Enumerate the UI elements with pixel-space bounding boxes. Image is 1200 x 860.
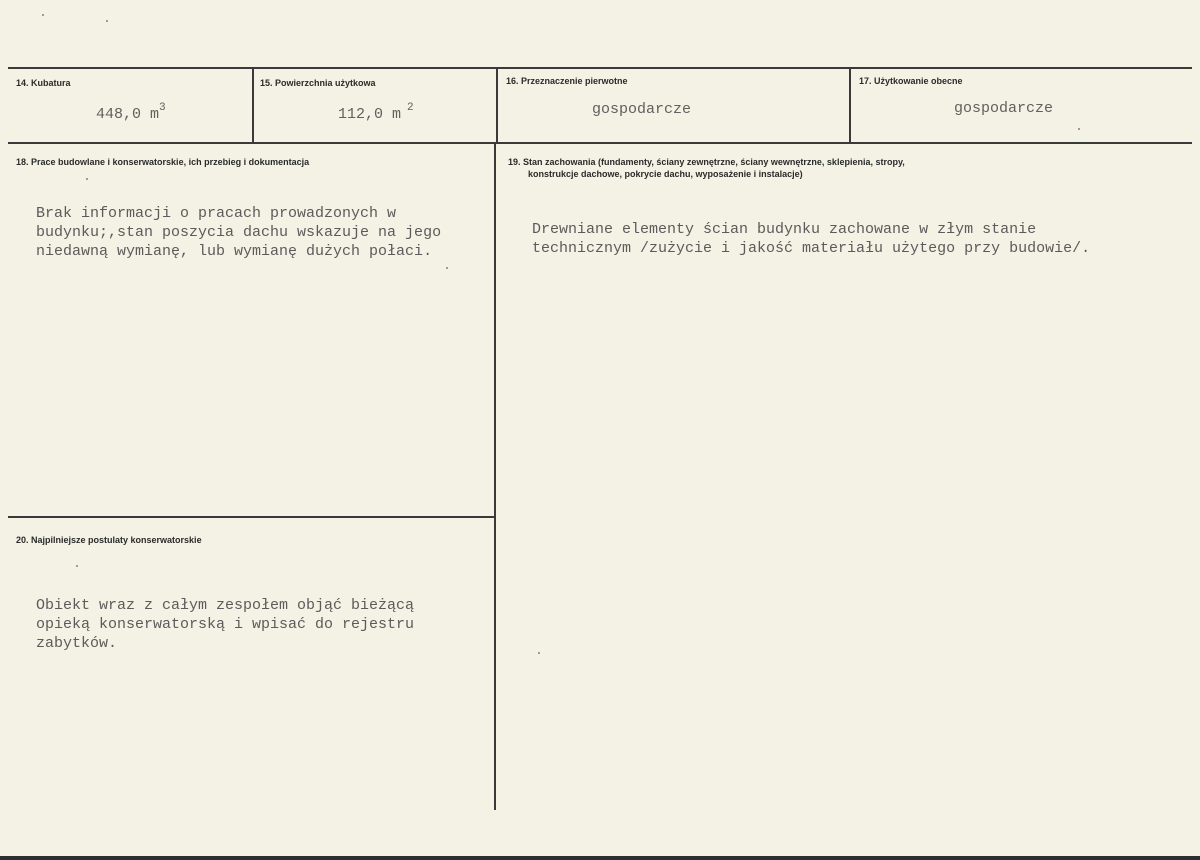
paper-speck [106, 20, 108, 22]
field-19-label-line-1: 19. Stan zachowania (fundamenty, ściany zewnętrzne, ściany wewnętrzne, sklepienia, stropy, [508, 157, 905, 167]
field-15-label: 15. Powierzchnia użytkowa [260, 78, 376, 88]
field-18-label: 18. Prace budowlane i konserwatorskie, ich przebieg i dokumentacja [16, 157, 310, 167]
field-15-unit-sup: 2 [407, 102, 414, 114]
paper-speck [76, 565, 78, 567]
field-14-value-text: 448,0 m [96, 106, 160, 123]
field-20-line-1: Obiekt wraz z całym zespołem objąć bieżącą [36, 597, 415, 614]
field-18-line-1: Brak informacji o pracach prowadzonych w [36, 205, 397, 222]
field-19-line-2: technicznym /zużycie i jakość materiału użytego przy budowie/. [532, 240, 1091, 257]
field-20-line-2: opieką konserwatorską i wpisać do rejestru [36, 616, 415, 633]
col-divider-16-17 [849, 67, 851, 144]
paper-speck [446, 267, 448, 269]
col-divider-15-16 [496, 67, 498, 144]
paper-speck [86, 178, 88, 180]
field-16-label: 16. Przeznaczenie pierwotne [506, 76, 628, 86]
field-19-line-1: Drewniane elementy ścian budynku zachowane w złym stanie [532, 221, 1037, 238]
field-16-value: gospodarcze [592, 101, 692, 118]
col-divider-14-15 [252, 67, 254, 144]
field-15-value-text: 112,0 m [338, 106, 402, 123]
paper-speck [1078, 128, 1080, 130]
field-14-label: 14. Kubatura [16, 78, 71, 88]
field-14-unit-sup: 3 [159, 102, 166, 114]
top-rule [8, 67, 1192, 69]
field-20-label: 20. Najpilniejsze postulaty konserwatorskie [16, 535, 202, 545]
row-divider-2 [8, 516, 494, 518]
col-divider-main [494, 142, 496, 810]
field-18-line-2: budynku;,stan poszycia dachu wskazuje na jego [36, 224, 442, 241]
paper-speck [42, 14, 44, 16]
row-divider-1 [8, 142, 1192, 144]
paper-speck [538, 652, 540, 654]
field-18-line-3: niedawną wymianę, lub wymianę dużych połaci. [36, 243, 433, 260]
field-17-label: 17. Użytkowanie obecne [859, 76, 963, 86]
field-14-value [96, 102, 166, 123]
field-19-label-line-2: konstrukcje dachowe, pokrycie dachu, wyposażenie i instalacje) [528, 169, 803, 179]
field-15-value [338, 102, 414, 123]
field-17-value: gospodarcze [954, 100, 1054, 117]
bottom-edge [0, 856, 1200, 860]
field-20-line-3: zabytków. [36, 635, 118, 652]
